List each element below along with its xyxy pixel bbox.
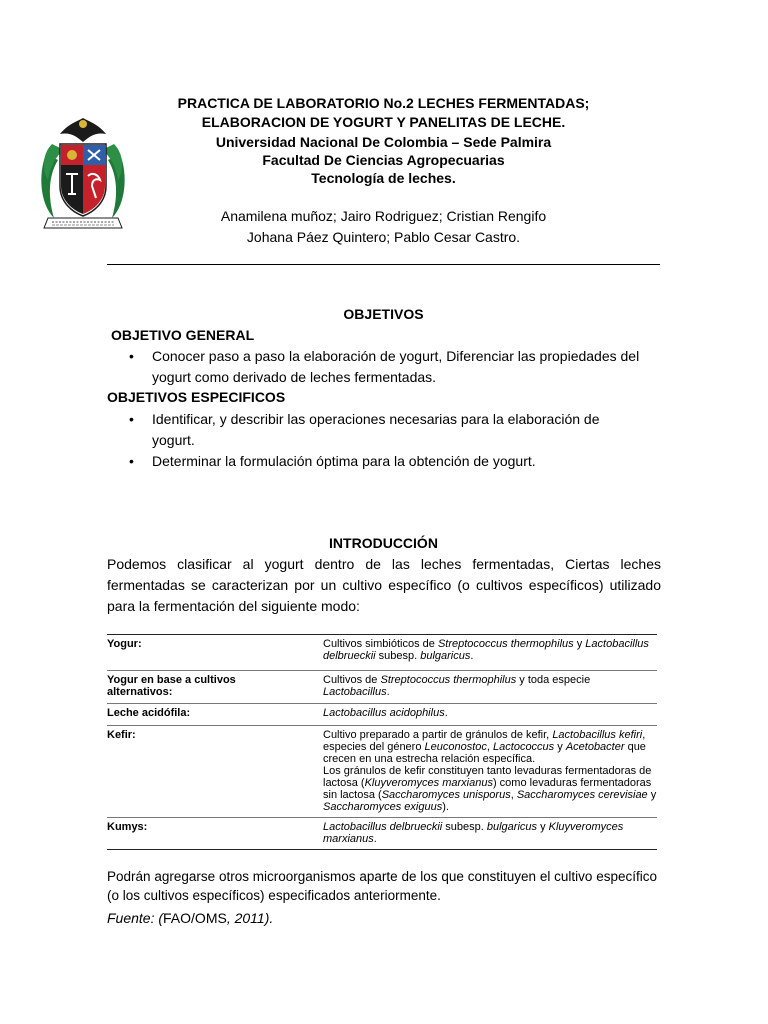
course-name: Tecnología de leches.	[311, 170, 456, 186]
introduction-paragraph: Podemos clasificar al yogurt dentro de las leches fermentadas, Ciertas leches fermentadas se caracterizan por un cultivo específico (o cultivos específicos) utilizado para la fermentación del siguiente modo:	[107, 556, 661, 614]
culture-name: Kefir:	[107, 726, 323, 818]
description-fragment: .	[470, 650, 474, 662]
description-fragment: Los gránulos de kefir constituyen tanto levaduras fermentadoras de lactosa (	[323, 765, 652, 789]
general-objective-title: OBJETIVO GENERAL	[111, 327, 255, 343]
culture-description	[323, 726, 657, 818]
header-divider	[107, 264, 660, 265]
culture-description	[323, 704, 657, 726]
table-note: Podrán agregarse otros microorganismos aparte de los que constituyen el cultivo específico (o los cultivos específicos) especificados anteriormente.	[107, 869, 657, 903]
description-fragment: Lactobacillus	[323, 686, 387, 698]
description-fragment: .	[373, 833, 377, 845]
culture-description	[323, 818, 657, 850]
description-fragment: Lactobacillus acidophilus	[323, 707, 445, 719]
description-fragment: Cultivo preparado a partir de gránulos de kefir,	[323, 729, 553, 741]
description-fragment: Leuconostoc	[424, 741, 487, 753]
title-line-2: ELABORACION DE YOGURT Y PANELITAS DE LECHE.	[201, 114, 566, 130]
description-fragment: subesp.	[442, 821, 487, 833]
description-fragment: ) como levaduras fermentadoras sin lactosa (	[323, 777, 652, 801]
culture-description	[323, 635, 657, 671]
culture-name: Leche acidófila:	[107, 704, 323, 726]
table-row	[107, 818, 657, 850]
title-line-1: PRACTICA DE LABORATORIO No.2 LECHES FERMENTADAS;	[177, 95, 590, 111]
description-fragment: Streptococcus thermophilus	[437, 638, 574, 650]
introduction-title: INTRODUCCIÓN	[329, 535, 438, 551]
table-row	[107, 704, 657, 726]
authors-line-2: Johana Páez Quintero; Pablo Cesar Castro.	[246, 229, 521, 245]
description-fragment: , especies del género	[323, 729, 646, 753]
culture-table	[107, 634, 657, 850]
culture-name: Kumys:	[107, 818, 323, 850]
objectives-title: OBJETIVOS	[343, 306, 424, 322]
authors-line-1: Anamilena muñoz; Jairo Rodriguez; Cristian Rengifo	[220, 208, 547, 224]
description-fragment: Lactobacillus delbrueckii	[323, 638, 649, 662]
source-org: FAO/OMS	[163, 910, 227, 926]
university-name: Universidad Nacional De Colombia – Sede Palmira	[215, 134, 552, 150]
description-fragment: subesp.	[375, 650, 421, 662]
description-fragment: Cultivos de	[323, 674, 381, 686]
list-item-text: Conocer paso a paso la elaboración de yogurt, Diferenciar las propiedades del yogurt como derivado de leches fermentadas.	[152, 348, 640, 385]
description-fragment: .	[444, 707, 448, 719]
description-fragment: Kluyveromyces marxianus	[364, 777, 493, 789]
description-fragment: ).	[442, 801, 449, 813]
general-objective-item	[129, 346, 662, 388]
faculty-name: Facultad De Ciencias Agropecuarias	[262, 152, 505, 168]
description-fragment: Streptococcus thermophilus	[380, 674, 517, 686]
description-fragment: Lactobacillus kefiri	[552, 729, 643, 741]
specific-objective-item-1	[129, 409, 642, 451]
source-citation	[107, 910, 273, 926]
specific-objective-item-2	[129, 451, 662, 472]
description-fragment: y	[647, 789, 657, 801]
description-fragment: ,	[510, 789, 517, 801]
description-fragment: ,	[486, 741, 494, 753]
description-fragment: que crecen en una estrecha relación específica.	[323, 741, 646, 765]
source-label: Fuente: (	[107, 910, 164, 926]
description-fragment: Lactobacillus delbrueckii	[323, 821, 443, 833]
description-fragment: Saccharomyces exiguus	[323, 801, 443, 813]
specific-objectives-title: OBJETIVOS ESPECIFICOS	[107, 389, 286, 405]
description-fragment: Saccharomyces unisporus	[381, 789, 511, 801]
description-fragment: Kluyveromyces marxianus	[323, 821, 624, 845]
description-fragment: bulgaricus	[420, 650, 471, 662]
description-fragment: Cultivos simbióticos de	[323, 638, 438, 650]
description-fragment: Acetobacter	[565, 741, 625, 753]
description-fragment: y	[573, 638, 586, 650]
table-row	[107, 726, 657, 818]
description-fragment: Saccharomyces cerevisiae	[516, 789, 648, 801]
list-item-text: Determinar la formulación óptima para la obtención de yogurt.	[152, 453, 536, 469]
culture-name: Yogur en base a cultivos alternativos:	[107, 671, 323, 704]
bullet-icon: •	[129, 453, 134, 469]
bullet-icon: •	[129, 348, 134, 364]
description-fragment: .	[386, 686, 390, 698]
culture-description	[323, 671, 657, 704]
description-fragment: Lactococcus	[493, 741, 555, 753]
description-fragment: y	[537, 821, 549, 833]
description-fragment: y	[554, 741, 566, 753]
culture-name: Yogur:	[107, 635, 323, 671]
source-year: , 2011).	[226, 910, 274, 926]
list-item-text: Identificar, y describir las operaciones necesarias para la elaboración de yogurt.	[152, 411, 600, 448]
table-row	[107, 671, 657, 704]
table-row	[107, 635, 657, 671]
bullet-icon: •	[129, 411, 134, 427]
description-fragment: bulgaricus	[486, 821, 538, 833]
description-fragment: y toda especie	[516, 674, 591, 686]
